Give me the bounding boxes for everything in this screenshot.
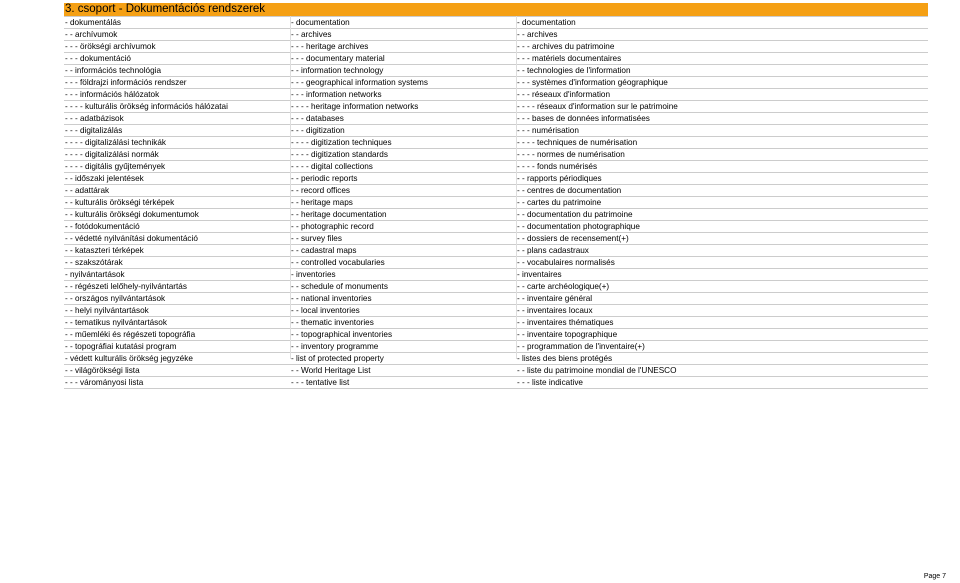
english-term: - - survey files xyxy=(291,234,342,243)
hungarian-term: - - műemléki és régészeti topográfia xyxy=(65,330,196,339)
english-term: - - national inventories xyxy=(291,294,372,303)
hungarian-term: - - kulturális örökségi térképek xyxy=(65,198,175,207)
hungarian-term: - - országos nyilvántartások xyxy=(65,294,166,303)
table-row xyxy=(64,197,928,209)
table-row xyxy=(64,281,928,293)
english-term: - list of protected property xyxy=(291,354,384,363)
table-row xyxy=(64,377,928,389)
table-row xyxy=(64,209,928,221)
english-term: - - thematic inventories xyxy=(291,318,374,327)
hungarian-term: - - információs technológia xyxy=(65,66,162,75)
french-term: - - - numérisation xyxy=(517,126,579,135)
hungarian-term: - nyilvántartások xyxy=(65,270,125,279)
english-term: - - archives xyxy=(291,30,332,39)
hungarian-term: - - időszaki jelentések xyxy=(65,174,144,183)
french-term: - - documentation photographique xyxy=(517,222,640,231)
english-term: - - schedule of monuments xyxy=(291,282,388,291)
english-term: - - photographic record xyxy=(291,222,374,231)
french-term: - - - - réseaux d'information sur le patrimoine xyxy=(517,102,678,111)
english-term: - - - - digitization techniques xyxy=(291,138,392,147)
table-row xyxy=(64,317,928,329)
hungarian-term: - - - digitalizálás xyxy=(65,126,123,135)
french-term: - - - - fonds numérisés xyxy=(517,162,598,171)
english-term: - - - heritage archives xyxy=(291,42,369,51)
table-row xyxy=(64,41,928,53)
table-row xyxy=(64,341,928,353)
table-row xyxy=(64,233,928,245)
table-row xyxy=(64,257,928,269)
hungarian-term: - - adattárak xyxy=(65,186,110,195)
english-term: - inventories xyxy=(291,270,336,279)
hungarian-term: - - - adatbázisok xyxy=(65,114,124,123)
table-row xyxy=(64,365,928,377)
hungarian-term: - - kulturális örökségi dokumentumok xyxy=(65,210,199,219)
table-row xyxy=(64,65,928,77)
hungarian-term: - - - várományosi lista xyxy=(65,378,144,387)
english-term: - - - databases xyxy=(291,114,344,123)
hungarian-term: - - tematikus nyilvántartások xyxy=(65,318,167,327)
table-row xyxy=(64,185,928,197)
french-term: - inventaires xyxy=(517,270,562,279)
english-term: - - - - heritage information networks xyxy=(291,102,419,111)
french-term: - - liste du patrimoine mondial de l'UNESCO xyxy=(517,366,677,375)
french-term: - listes des biens protégés xyxy=(517,354,613,363)
french-term: - - - bases de données informatisées xyxy=(517,114,650,123)
hungarian-term: - védett kulturális örökség jegyzéke xyxy=(65,354,193,363)
french-term: - - plans cadastraux xyxy=(517,246,589,255)
table-row xyxy=(64,17,928,29)
table-row xyxy=(64,53,928,65)
table-row xyxy=(64,149,928,161)
french-term: - - carte archéologique(+) xyxy=(517,282,610,291)
table-row xyxy=(64,161,928,173)
french-term: - - centres de documentation xyxy=(517,186,622,195)
hungarian-term: - - kataszteri térképek xyxy=(65,246,144,255)
english-term: - - record offices xyxy=(291,186,350,195)
english-term: - - - documentary material xyxy=(291,54,385,63)
table-row xyxy=(64,245,928,257)
hungarian-term: - - - - digitalizálási normák xyxy=(65,150,159,159)
french-term: - - - systèmes d'information géographique xyxy=(517,78,668,87)
table-row xyxy=(64,353,928,365)
hungarian-term: - - világörökségi lista xyxy=(65,366,140,375)
english-term: - - topographical inventories xyxy=(291,330,393,339)
terminology-table xyxy=(64,16,928,389)
french-term: - - inventaires locaux xyxy=(517,306,593,315)
french-term: - - - réseaux d'information xyxy=(517,90,611,99)
english-term: - documentation xyxy=(291,18,350,27)
french-term: - - - liste indicative xyxy=(517,378,583,387)
document-title: 3. csoport - Dokumentációs rendszerek xyxy=(64,3,928,16)
hungarian-term: - - - információs hálózatok xyxy=(65,90,160,99)
french-term: - - inventaire topographique xyxy=(517,330,618,339)
french-term: - - vocabulaires normalisés xyxy=(517,258,615,267)
column-divider xyxy=(516,16,517,359)
table-row xyxy=(64,329,928,341)
french-term: - - archives xyxy=(517,30,558,39)
hungarian-term: - - - - digitalizálási technikák xyxy=(65,138,167,147)
french-term: - - - - techniques de numérisation xyxy=(517,138,638,147)
hungarian-term: - - topográfiai kutatási program xyxy=(65,342,177,351)
table-row xyxy=(64,137,928,149)
french-term: - documentation xyxy=(517,18,576,27)
hungarian-term: - - fotódokumentáció xyxy=(65,222,140,231)
table-row xyxy=(64,293,928,305)
hungarian-term: - - - örökségi archívumok xyxy=(65,42,156,51)
english-term: - - controlled vocabularies xyxy=(291,258,385,267)
table-row xyxy=(64,29,928,41)
table-row xyxy=(64,305,928,317)
page-number: Page 7 xyxy=(923,573,946,580)
french-term: - - cartes du patrimoine xyxy=(517,198,602,207)
hungarian-term: - - régészeti lelőhely-nyilvántartás xyxy=(65,282,187,291)
english-term: - - cadastral maps xyxy=(291,246,357,255)
table-row xyxy=(64,113,928,125)
english-term: - - - geographical information systems xyxy=(291,78,428,87)
english-term: - - inventory programme xyxy=(291,342,379,351)
hungarian-term: - - védetté nyilvánítási dokumentáció xyxy=(65,234,198,243)
table-row xyxy=(64,77,928,89)
hungarian-term: - - - - kulturális örökség információs hálózatai xyxy=(65,102,228,111)
french-term: - - inventaire général xyxy=(517,294,593,303)
english-term: - - - tentative list xyxy=(291,378,350,387)
english-term: - - local inventories xyxy=(291,306,360,315)
english-term: - - World Heritage List xyxy=(291,366,371,375)
french-term: - - - archives du patrimoine xyxy=(517,42,615,51)
english-term: - - heritage maps xyxy=(291,198,353,207)
english-term: - - - - digital collections xyxy=(291,162,373,171)
table-row xyxy=(64,125,928,137)
french-term: - - - matériels documentaires xyxy=(517,54,622,63)
hungarian-term: - - szakszótárak xyxy=(65,258,123,267)
french-term: - - technologies de l'information xyxy=(517,66,631,75)
table-row xyxy=(64,221,928,233)
english-term: - - - - digitization standards xyxy=(291,150,388,159)
french-term: - - rapports périodiques xyxy=(517,174,602,183)
hungarian-term: - - helyi nyilvántartások xyxy=(65,306,149,315)
table-row xyxy=(64,269,928,281)
hungarian-term: - - - - digitális gyűjtemények xyxy=(65,162,166,171)
column-divider xyxy=(290,16,291,359)
table-row xyxy=(64,89,928,101)
english-term: - - - information networks xyxy=(291,90,382,99)
hungarian-term: - dokumentálás xyxy=(65,18,121,27)
english-term: - - periodic reports xyxy=(291,174,358,183)
english-term: - - - digitization xyxy=(291,126,345,135)
french-term: - - dossiers de recensement(+) xyxy=(517,234,629,243)
english-term: - - heritage documentation xyxy=(291,210,387,219)
hungarian-term: - - - földrajzi információs rendszer xyxy=(65,78,187,87)
french-term: - - documentation du patrimoine xyxy=(517,210,633,219)
french-term: - - inventaires thématiques xyxy=(517,318,614,327)
french-term: - - - - normes de numérisation xyxy=(517,150,625,159)
hungarian-term: - - - dokumentáció xyxy=(65,54,131,63)
french-term: - - programmation de l'inventaire(+) xyxy=(517,342,645,351)
table-row xyxy=(64,101,928,113)
hungarian-term: - - archívumok xyxy=(65,30,118,39)
english-term: - - information technology xyxy=(291,66,384,75)
table-row xyxy=(64,173,928,185)
